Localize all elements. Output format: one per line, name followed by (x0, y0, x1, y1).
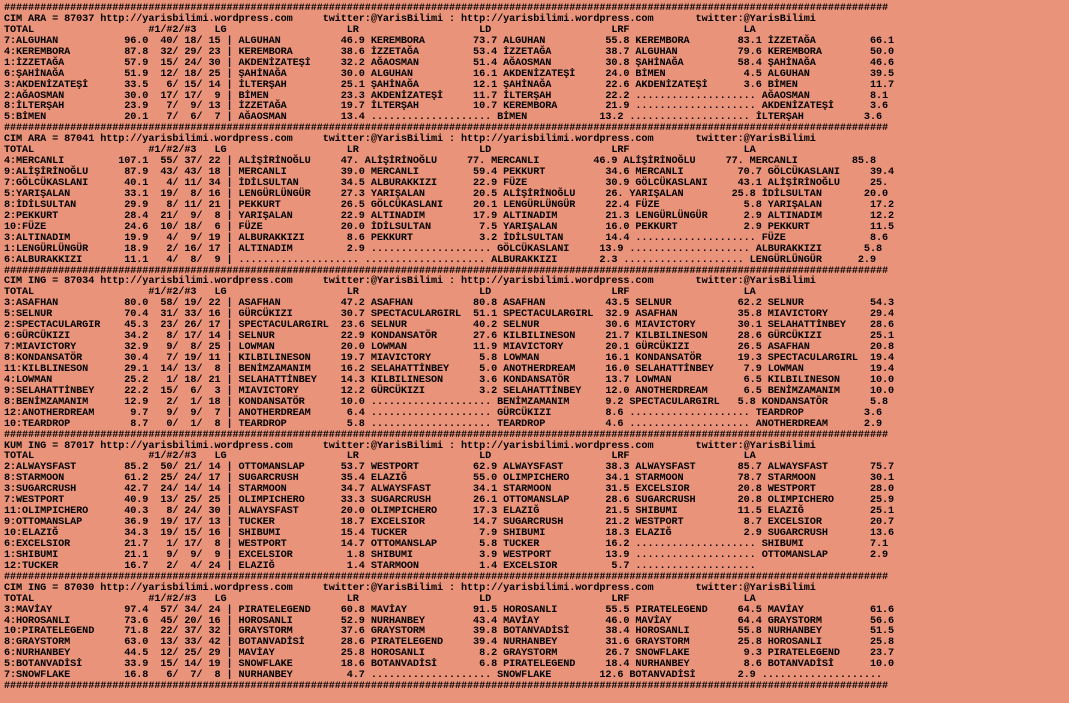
data-row: 6:ALBURAKKIZI 11.1 4/ 8/ 9 | .................... .................... ALBURAKKIZI 2.3 .................... LENGÜRLÜNGÜR 2.9 (4, 254, 876, 266)
data-row: 6:NURHANBEY 44.5 12/ 25/ 29 | MAVİAY 25.8 HOROSANLI 8.2 GRAYSTORM 26.7 SNOWFLAKE 9.3 PIRATELEGEND 23.7 (4, 648, 894, 660)
race-header-line: CIM ARA = 87037 http://yarisbilimi.wordpress.com twitter:@YarisBilimi : http://yarisbilimi.wordpress.com twitter:@YarisBilimi (4, 13, 816, 25)
data-row: 10:FÜZE 24.6 10/ 18/ 6 | FÜZE 20.0 İDİLSULTAN 7.5 YARIŞALAN 16.0 PEKKURT 2.9 PEKKURT 11.5 (4, 221, 894, 233)
data-row: 2:ALWAYSFAST 85.2 50/ 21/ 14 | OTTOMANSLAP 53.7 WESTPORT 62.9 ALWAYSFAST 38.3 ALWAYSFAST 85.7 ALWAYSFAST 75.7 (4, 462, 894, 474)
race-header-line: CIM ING = 87034 http://yarisbilimi.wordpress.com twitter:@YarisBilimi : http://yarisbilimi.wordpress.com twitter:@YarisBilimi (4, 276, 816, 288)
separator-line: ################################################################################################################################################### (4, 265, 888, 277)
data-row: 3:SUGARCRUSH 42.7 24/ 14/ 14 | STARMOON 34.7 ALWAYSFAST 34.1 STARMOON 31.5 EXCELSIOR 20.8 WESTPORT 28.0 (4, 484, 894, 496)
data-row: 8:BENİMZAMANIM 12.9 2/ 1/ 18 | KONDANSATÖR 10.0 .................... BENİMZAMANIM 9.2 SPECTACULARGIRL 5.8 KONDANSATÖR 5.8 (4, 396, 888, 408)
column-header-line: TOTAL #1/#2/#3 LG LR LD LRF LA (4, 287, 756, 299)
data-row: 4:LOWMAN 25.2 1/ 18/ 21 | SELAHATTİNBEY 14.3 KILBILINESON 3.6 KONDANSATÖR 13.7 LOWMAN 6.5 KILBILINESON 10.0 (4, 374, 894, 386)
race-header-line: CIM ARA = 87041 http://yarisbilimi.wordpress.com twitter:@YarisBilimi : http://yarisbilimi.wordpress.com twitter:@YarisBilimi (4, 134, 816, 146)
data-row: 3:ASAFHAN 80.0 58/ 19/ 22 | ASAFHAN 47.2 ASAFHAN 80.8 ASAFHAN 43.5 SELNUR 62.2 SELNUR 54.3 (4, 298, 894, 310)
separator-line: ################################################################################################################################################### (4, 429, 888, 441)
data-row: 11:OLIMPICHERO 40.3 8/ 24/ 30 | ALWAYSFAST 20.0 OLIMPICHERO 17.3 ELAZIĞ 21.5 SHIBUMI 11.5 ELAZIĞ 25.1 (4, 506, 894, 518)
data-row: 5:YARIŞALAN 33.1 19/ 8/ 16 | LENGÜRLÜNGÜR 27.3 YARIŞALAN 20.5 ALİŞİRİNOĞLU 26. YARIŞALAN 25.8 İDİLSULTAN 20.0 (4, 188, 888, 200)
separator-line: ################################################################################################################################################### (4, 3, 888, 14)
data-row: 8:STARMOON 61.2 25/ 24/ 17 | SUGARCRUSH 35.4 ELAZIĞ 55.0 OLIMPICHERO 34.1 STARMOON 78.7 STARMOON 30.1 (4, 473, 894, 485)
data-row: 7:SNOWFLAKE 16.8 6/ 7/ 8 | NURHANBEY 4.7 .................... SNOWFLAKE 12.6 BOTANVADİSİ 2.9 .................... (4, 670, 882, 682)
data-row: 3:AKDENİZATEŞİ 33.5 6/ 15/ 14 | İLTERŞAH 25.1 ŞAHİNAĞA 12.1 ŞAHİNAĞA 22.6 AKDENİZATEŞİ 3.6 BİMEN 11.7 (4, 79, 894, 91)
data-row: 12:ANOTHERDREAM 9.7 9/ 9/ 7 | ANOTHERDREAM 6.4 .................... GÜRCÜKIZI 8.6 .................... TEARDROP 3.6 (4, 407, 882, 419)
column-header-line: TOTAL #1/#2/#3 LG LR LD LRF LA (4, 24, 756, 36)
data-row: 5:BİMEN 20.1 7/ 6/ 7 | AĞAOSMAN 13.4 .................... BİMEN 13.2 .................... İLTERŞAH 3.6 (4, 112, 882, 124)
separator-line: ################################################################################################################################################### (4, 571, 888, 583)
data-row: 5:SELNUR 70.4 31/ 33/ 16 | GÜRCÜKIZI 30.7 SPECTACULARGIRL 51.1 SPECTACULARGIRL 32.9 ASAFHAN 35.8 MIAVICTORY 29.4 (4, 309, 894, 321)
data-row: 3:MAVİAY 97.4 57/ 34/ 24 | PIRATELEGEND 60.8 MAVİAY 91.5 HOROSANLI 55.5 PIRATELEGEND 64.5 MAVİAY 61.6 (4, 604, 894, 616)
data-row: 7:ALGUHAN 96.0 40/ 18/ 15 | ALGUHAN 46.9 KEREMBORA 73.7 ALGUHAN 55.8 KEREMBORA 83.1 İZZETAĞA 66.1 (4, 35, 894, 47)
data-row: 6:ŞAHİNAĞA 51.9 12/ 18/ 25 | ŞAHİNAĞA 30.0 ALGUHAN 16.1 AKDENİZATEŞİ 24.0 BİMEN 4.5 ALGUHAN 39.5 (4, 68, 894, 80)
data-row: 10:PIRATELEGEND 71.8 22/ 37/ 32 | GRAYSTORM 37.6 GRAYSTORM 39.8 BOTANVADİSİ 38.4 HOROSANLI 55.8 NURHANBEY 51.5 (4, 626, 894, 638)
data-row: 4:HOROSANLI 73.6 45/ 20/ 16 | HOROSANLI 52.9 NURHANBEY 43.4 MAVİAY 46.0 MAVİAY 64.4 GRAYSTORM 56.6 (4, 615, 894, 627)
race-header-line: CIM ING = 87030 http://yarisbilimi.wordpress.com twitter:@YarisBilimi : http://yarisbilimi.wordpress.com twitter:@YarisBilimi (4, 582, 816, 594)
data-row: 2:PEKKURT 28.4 21/ 9/ 8 | YARIŞALAN 22.9 ALTINADIM 17.9 ALTINADIM 21.3 LENGÜRLÜNGÜR 2.9 ALTINADIM 12.2 (4, 210, 894, 222)
data-row: 7:WESTPORT 40.9 13/ 25/ 25 | OLIMPICHERO 33.3 SUGARCRUSH 26.1 OTTOMANSLAP 28.6 SUGARCRUSH 20.8 OLIMPICHERO 25.9 (4, 495, 894, 507)
data-row: 8:KONDANSATÖR 30.4 7/ 19/ 11 | KILBILINESON 19.7 MIAVICTORY 5.8 LOWMAN 16.1 KONDANSATÖR 19.3 SPECTACULARGIRL 19.4 (4, 353, 894, 364)
data-row: 2:AĞAOSMAN 30.0 17/ 17/ 9 | BİMEN 23.3 AKDENİZATEŞİ 11.7 İLTERŞAH 22.2 .................... AĞAOSMAN 8.1 (4, 90, 888, 102)
separator-line: ################################################################################################################################################### (4, 681, 888, 693)
data-row: 1:LENGÜRLÜNGÜR 18.9 2/ 16/ 17 | ALTINADIM 2.9 .................... GÖLCÜKASLANI 13.9 .................... ALBURAKKIZI 5.8 (4, 243, 882, 255)
data-row: 10:TEARDROP 8.7 0/ 1/ 8 | TEARDROP 5.8 .................... TEARDROP 4.6 .................... ANOTHERDREAM 2.9 (4, 418, 882, 430)
data-row: 6:GÜRCÜKIZI 34.2 8/ 17/ 14 | SELNUR 22.9 KONDANSATÖR 27.6 KILBILINESON 21.7 KILBILINESON 28.6 GÜRCÜKIZI 25.1 (4, 331, 894, 343)
data-row: 11:KILBLINESON 29.1 14/ 13/ 8 | BENİMZAMANIM 16.2 SELAHATTİNBEY 5.0 ANOTHERDREAM 16.0 SELAHATTİNBEY 7.9 LOWMAN 19.4 (4, 363, 894, 375)
data-row: 4:KEREMBORA 87.8 32/ 29/ 23 | KEREMBORA 38.6 İZZETAĞA 53.4 İZZETAĞA 38.7 ALGUHAN 79.6 KEREMBORA 50.0 (4, 46, 894, 58)
data-row: 8:İDİLSULTAN 29.9 8/ 11/ 21 | PEKKURT 26.5 GÖLCÜKASLANI 20.1 LENGÜRLÜNGÜR 22.4 FÜZE 5.8 YARIŞALAN 17.2 (4, 199, 894, 211)
data-row: 4:MERCANLI 107.1 55/ 37/ 22 | ALİŞİRİNOĞLU 47. ALİŞİRİNOĞLU 77. MERCANLI 46.9 ALİŞİRİNOĞLU 77. MERCANLI 85.8 (4, 156, 876, 168)
data-row: 5:BOTANVADİSİ 33.9 15/ 14/ 19 | SNOWFLAKE 18.6 BOTANVADİSİ 6.8 PIRATELEGEND 18.4 NURHANBEY 8.6 BOTANVADİSİ 10.0 (4, 659, 894, 671)
data-row: 9:SELAHATTİNBEY 22.2 15/ 6/ 3 | MIAVICTORY 12.2 GÜRCÜKIZI 3.2 SELAHATTİNBEY 12.0 ANOTHERDREAM 6.5 BENİMZAMANIM 10.0 (4, 385, 894, 397)
data-row: 1:İZZETAĞA 57.9 15/ 24/ 30 | AKDENİZATEŞİ 32.2 AĞAOSMAN 51.4 AĞAOSMAN 30.8 ŞAHİNAĞA 58.4 ŞAHİNAĞA 46.6 (4, 57, 894, 69)
data-row: 7:GÖLCÜKASLANI 40.1 4/ 11/ 34 | İDİLSULTAN 34.5 ALBURAKKIZI 22.9 FÜZE 30.9 GÖLCÜKASLANI 43.1 ALİŞİRİNOĞLU 25. (4, 178, 888, 189)
column-header-line: TOTAL #1/#2/#3 LG LR LD LRF LA (4, 145, 756, 157)
data-row: 9:OTTOMANSLAP 36.9 19/ 17/ 13 | TUCKER 18.7 EXCELSIOR 14.7 SUGARCRUSH 21.2 WESTPORT 8.7 EXCELSIOR 20.7 (4, 517, 894, 529)
data-row: 2:SPECTACULARGIR 45.3 23/ 26/ 17 | SPECTACULARGIRL 23.6 SELNUR 40.2 SELNUR 30.6 MIAVICTORY 30.1 SELAHATTİNBEY 28.6 (4, 320, 894, 332)
data-row: 8:GRAYSTORM 63.0 13/ 33/ 42 | BOTANVADİSİ 28.6 PIRATELEGEND 39.4 NURHANBEY 31.6 GRAYSTORM 25.8 HOROSANLI 25.8 (4, 637, 894, 649)
data-row: 6:EXCELSIOR 21.7 1/ 17/ 8 | WESTPORT 14.7 OTTOMANSLAP 5.8 TUCKER 16.2 .................... SHIBUMI 7.1 (4, 538, 888, 550)
column-header-line: TOTAL #1/#2/#3 LG LR LD LRF LA (4, 593, 756, 605)
data-row: 12:TUCKER 16.7 2/ 4/ 24 | ELAZIĞ 1.4 STARMOON 1.4 EXCELSIOR 5.7 .................... (4, 560, 756, 572)
separator-line: ################################################################################################################################################### (4, 123, 888, 135)
column-header-line: TOTAL #1/#2/#3 LG LR LD LRF LA (4, 451, 756, 463)
data-row: 3:ALTINADIM 19.9 4/ 9/ 19 | ALBURAKKIZI 8.6 PEKKURT 3.2 İDİLSULTAN 14.4 .................... FÜZE 8.6 (4, 232, 888, 244)
data-row: 8:İLTERŞAH 23.9 7/ 9/ 13 | İZZETAĞA 19.7 İLTERŞAH 10.7 KEREMBORA 21.9 .................... AKDENİZATEŞİ 3.6 (4, 101, 888, 113)
data-row: 1:SHIBUMI 21.1 9/ 9/ 9 | EXCELSIOR 1.8 SHIBUMI 3.9 WESTPORT 13.9 .................... OTTOMANSLAP 2.9 (4, 549, 888, 561)
race-header-line: KUM ING = 87017 http://yarisbilimi.wordpress.com twitter:@YarisBilimi : http://yarisbilimi.wordpress.com twitter:@YarisBilimi (4, 440, 816, 452)
data-row: 9:ALİŞİRİNOĞLU 87.9 43/ 43/ 18 | MERCANLI 39.0 MERCANLI 59.4 PEKKURT 34.6 MERCANLI 70.7 GÖLCÜKASLANI 39.4 (4, 167, 894, 179)
data-row: 7:MIAVICTORY 32.9 9/ 8/ 25 | LOWMAN 20.0 LOWMAN 11.9 MIAVICTORY 20.1 GÜRCÜKIZI 26.5 ASAFHAN 20.8 (4, 342, 894, 354)
data-row: 10:ELAZIĞ 34.3 19/ 15/ 16 | SHIBUMI 15.4 TUCKER 7.9 SHIBUMI 18.3 ELAZIĞ 2.9 SUGARCRUSH 13.6 (4, 528, 894, 539)
